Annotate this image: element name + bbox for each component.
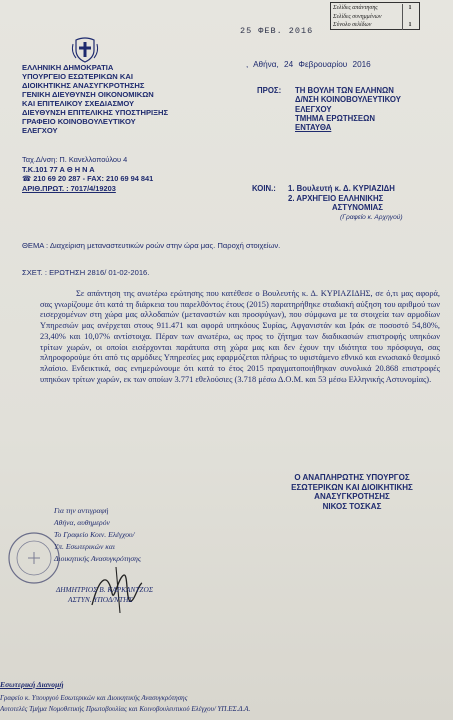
count-label: Σελίδες απάντησης: [333, 5, 378, 11]
copy-line: Υπ. Εσωτερικών και: [54, 542, 115, 551]
sender-header: [22, 63, 168, 135]
count-row: [333, 13, 417, 22]
distribution-line: Γραφείο κ. Υπουργού Εσωτερικών και Διοικητικής Ανασυγκρότησης: [0, 694, 188, 702]
recipient-line: ΕΛΕΓΧΟΥ: [295, 104, 332, 114]
count-value: 1: [402, 21, 417, 30]
street-address: Ταχ.Δ/νση: Π. Κανελλοπούλου 4: [22, 155, 128, 164]
copy-signer-name: ΔΗΜΗΤΡΙΟΣ Β. ΚΑΡΚΑΝΤΖΟΣ: [56, 585, 154, 594]
signatory-line: Ο ΑΝΑΠΛΗΡΩΤΗΣ ΥΠΟΥΡΓΟΣ: [294, 473, 410, 482]
count-row: [333, 4, 417, 13]
sender-line: ΚΑΙ ΕΠΙΤΕΛΙΚΟΥ ΣΧΕΔΙΑΣΜΟΥ: [22, 99, 135, 108]
reference-line: [22, 268, 149, 277]
protocol-number: ΑΡΙΘ.ΠΡΩΤ. : 7017/4/19203: [22, 183, 116, 193]
sender-line: ΕΛΛΗΝΙΚΗ ΔΗΜΟΚΡΑΤΙΑ: [22, 63, 114, 72]
sender-line: ΔΙΕΥΘΥΝΣΗ ΕΠΙΤΕΛΙΚΗΣ ΥΠΟΣΤΗΡΙΞΗΣ: [22, 108, 169, 117]
copy-line: Το Γραφείο Κοιν. Ελέγχου/: [54, 530, 135, 539]
sender-line: ΥΠΟΥΡΓΕΙΟ ΕΣΩΤΕΡΙΚΩΝ ΚΑΙ: [22, 72, 133, 81]
count-row: [333, 21, 417, 30]
recipient-line: ΕΝΤΑΥΘΑ: [295, 123, 332, 133]
document-date: , Αθήνα, 24 Φεβρουαρίου 2016: [246, 60, 371, 69]
count-value: 1: [402, 4, 417, 13]
cc-line: 2. ΑΡΧΗΓΕΙΟ ΕΛΛΗΝΙΚΗΣ: [288, 193, 384, 203]
sender-address-block: [22, 155, 153, 193]
recipient-label: ΠΡΟΣ:: [257, 86, 282, 95]
postcode: Τ.Κ.101 77 Α Θ Η Ν Α: [22, 164, 95, 174]
signatory-line: ΑΝΑΣΥΓΚΡΟΤΗΣΗΣ: [314, 492, 390, 502]
body-paragraph: Σε απάντηση της ανωτέρω ερώτησης που κατέθεσε ο Βουλευτής κ. Δ. ΚΥΡΙΑΖΙΔΗΣ, σε ό,τι μας αφορά, σας γνωρίζουμε ότι κατά τη διάρκεια του παρελθόντος έτους (2015) παρατηρήθηκε σταδιακή αύξηση του αριθμού των εισερχομένων στη χώρα μας αλλοδαπών (μεταναστών και προσφύγων), που σύμφωνα με τα στοιχεία των αρμοδίων Υπηρεσιών μας ανέρχεται στους 911.471 και αφορά υπηκόους Συρίας, Αφγανιστάν και Ιράκ σε ποσοστό 54,80%, 23,40% και 10,07% αντίστοιχα. Πέραν των ανωτέρω, ως προς το ζήτημα των διαδικασιών επιστροφής υπηκόων τρίτων χωρών, οι οποίοι εισέρχονται παράτυπα στη χώρα μας και δεν έχουν την ιδιότητα του πρόσφυγα, σας πληροφορούμε ότι από τις αρμόδιες Υπηρεσίες μας εφαρμόζεται πλήρως το υφιστάμενο εθνικό και ενωσιακό θεσμικό πλαίσιο. Ενδεικτικά, σας ενημερώνουμε ότι κατά το έτος 2015 πραγματοποιήθηκαν συνολικά 20.868 επιστροφές υπηκόων τρίτων χωρών, εκ των οποίων 3.771 εθελούσιες (3.718 μέσω Δ.Ο.Μ. και 53 μέσω Ελληνικής Αστυνομίας).: [40, 289, 440, 384]
page-count-box: [330, 2, 420, 30]
signatory-line: ΕΣΩΤΕΡΙΚΩΝ ΚΑΙ ΔΙΟΙΚΗΤΙΚΗΣ: [291, 482, 413, 492]
count-label: Σελίδες συνημμένων: [333, 13, 382, 20]
greek-coat-of-arms-icon: [70, 34, 100, 64]
subject-label: ΘΕΜΑ :: [22, 241, 49, 250]
sender-line: ΕΛΕΓΧΟΥ: [22, 126, 58, 135]
count-label: Σύνολο σελίδων: [333, 22, 372, 28]
recipient-line: Δ/ΝΣΗ ΚΟΙΝΟΒΟΥΛΕΥΤΙΚΟΥ: [295, 95, 401, 105]
signatory-line: ΝΙΚΟΣ ΤΟΣΚΑΣ: [322, 501, 382, 511]
sender-line: ΓΡΑΦΕΙΟ ΚΟΙΝΟΒΟΥΛΕΥΤΙΚΟΥ: [22, 117, 136, 126]
official-round-stamp-icon: [6, 530, 62, 586]
subject-line: [22, 241, 280, 250]
copy-line: Διοικητικής Ανασυγκρότησης: [54, 554, 141, 563]
copy-line: Αθήνα, αυθημερόν: [54, 518, 110, 527]
reference-label: ΣΧΕΤ. :: [22, 268, 47, 277]
copy-line: Για την αντιγραφή: [54, 506, 109, 515]
sender-line: ΔΙΟΙΚΗΤΙΚΗΣ ΑΝΑΣΥΓΚΡΟΤΗΣΗΣ: [22, 81, 145, 90]
cc-note: (Γραφείο κ. Αρχηγού): [340, 213, 403, 221]
copy-certification-block: [54, 505, 141, 565]
signatory-block: [262, 473, 442, 511]
sender-line: ΓΕΝΙΚΗ ΔΙΕΥΘΥΝΣΗ ΟΙΚΟΝΟΜΙΚΩΝ: [22, 90, 154, 99]
count-value: [402, 13, 417, 22]
copy-signer-block: [56, 585, 153, 605]
recipient-line: ΤΗ ΒΟΥΛΗ ΤΩΝ ΕΛΛΗΝΩΝ: [295, 86, 394, 95]
cc-line: 1. Βουλευτή κ. Δ. ΚΥΡΙΑΖΙΔΗ: [288, 184, 395, 193]
distribution-title: Εσωτερική Διανομή: [0, 680, 64, 689]
cc-line: ΑΣΤΥΝΟΜΙΑΣ: [332, 203, 383, 212]
reference-text: ΕΡΩΤΗΣΗ 2816/ 01-02-2016.: [49, 268, 150, 277]
cc-label: ΚΟΙΝ.:: [252, 184, 276, 193]
copy-signer-rank: ΑΣΤΥΝ. ΥΠΟΔ/ΝΤΗΣ: [68, 595, 133, 604]
distribution-line: Αυτοτελές Τμήμα Νομοθετικής Πρωτοβουλίας και Κοινοβουλευτικού Ελέγχου/ ΥΠ.ΕΣ.Δ.Α.: [0, 705, 251, 713]
receipt-date-stamp: 25 ΦΕΒ. 2016: [240, 26, 314, 36]
phone-fax: ☎ 210 69 20 287 - FAX: 210 69 94 841: [22, 174, 154, 183]
recipient-line: ΤΜΗΜΑ ΕΡΩΤΗΣΕΩΝ: [295, 113, 375, 123]
subject-text: Διαχείριση μεταναστευτικών ροών στην ώρα μας. Παροχή στοιχείων.: [49, 241, 281, 250]
